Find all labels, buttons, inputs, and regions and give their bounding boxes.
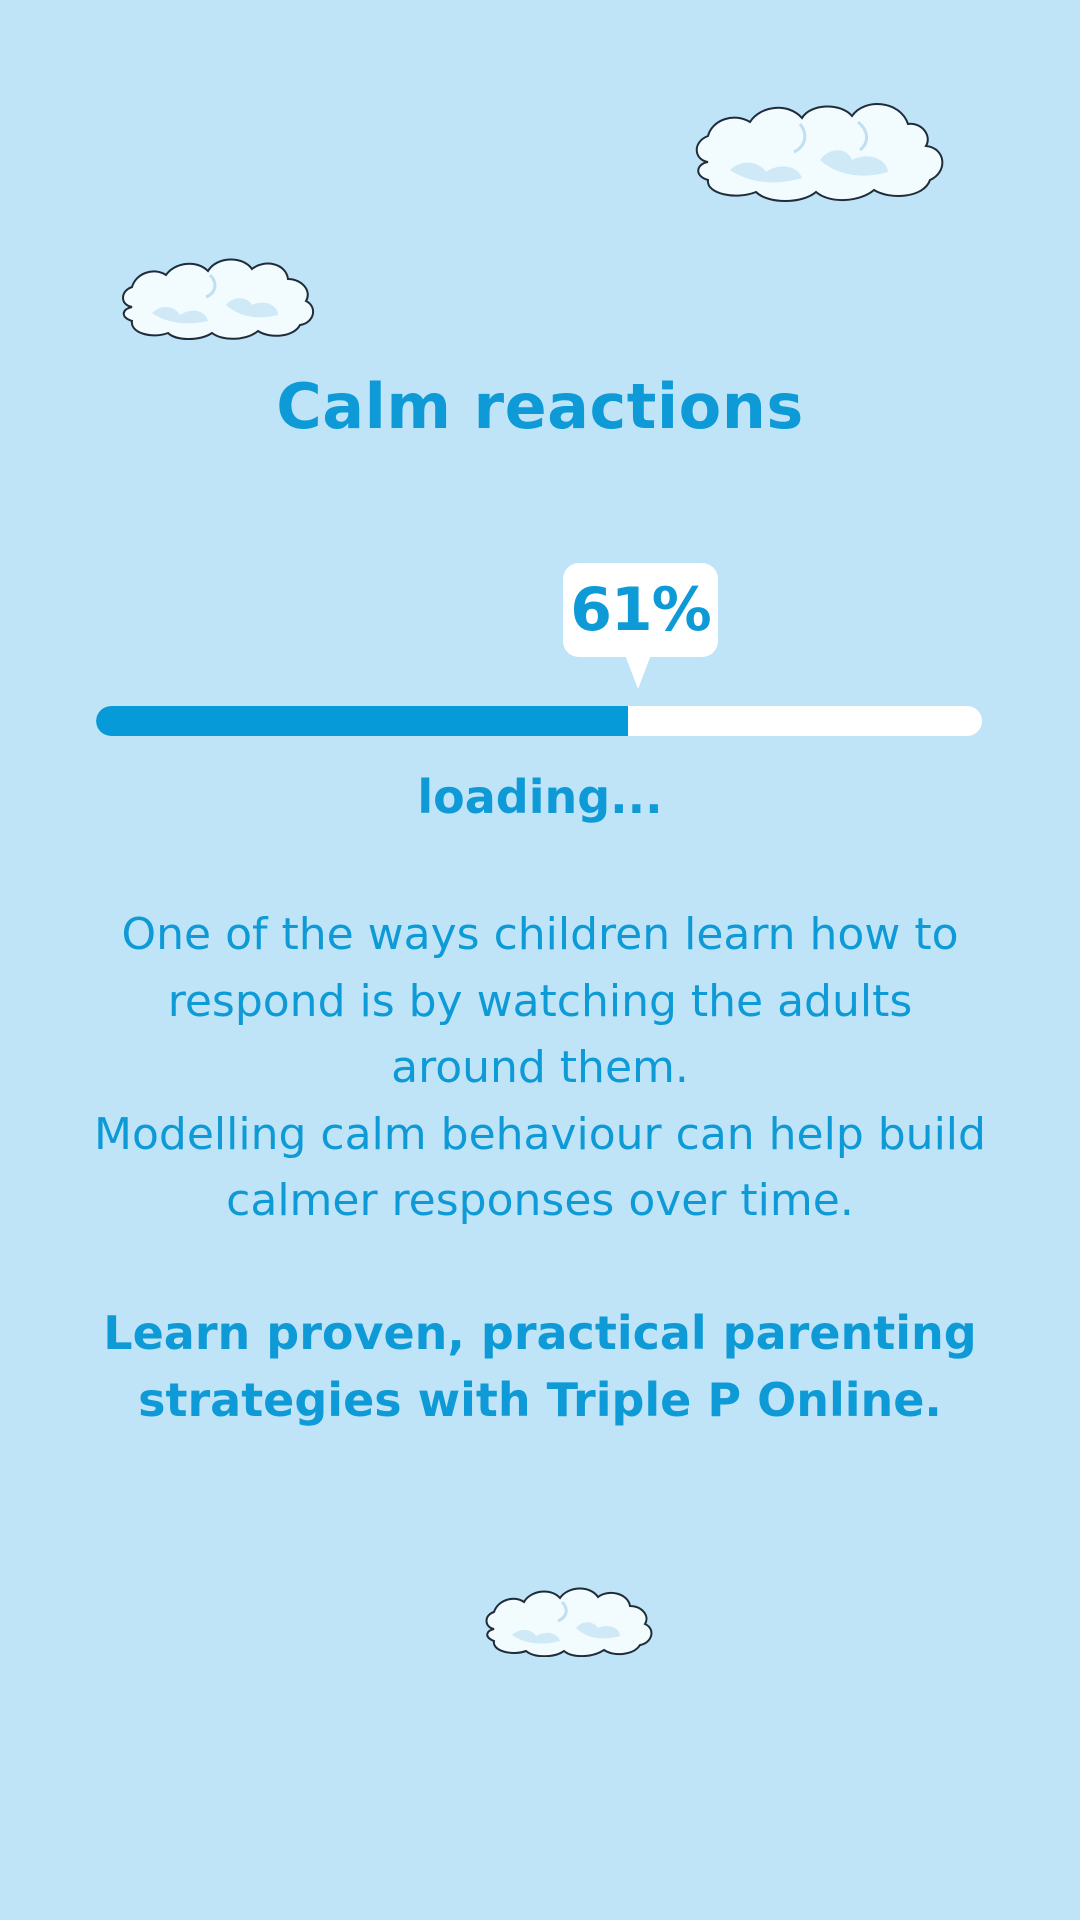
promo-text: Learn proven, practical parenting strategies with Triple P Online. <box>103 1306 977 1427</box>
progress-percent-label: 61% <box>570 575 711 645</box>
progress-bubble-tail <box>625 655 651 689</box>
progress-bar-track <box>96 706 982 736</box>
message-body <box>90 902 990 1235</box>
loading-status: loading... <box>417 770 663 824</box>
page-title: Calm reactions <box>276 370 804 443</box>
cloud-icon <box>118 255 318 340</box>
cloud-icon <box>690 100 950 205</box>
cloud-icon <box>482 1585 654 1657</box>
message-paragraph: One of the ways children learn how to respond is by watching the adults around them. <box>121 909 959 1093</box>
progress-bar-fill <box>96 706 628 736</box>
message-paragraph: Modelling calm behaviour can help build calmer responses over time. <box>94 1108 986 1226</box>
